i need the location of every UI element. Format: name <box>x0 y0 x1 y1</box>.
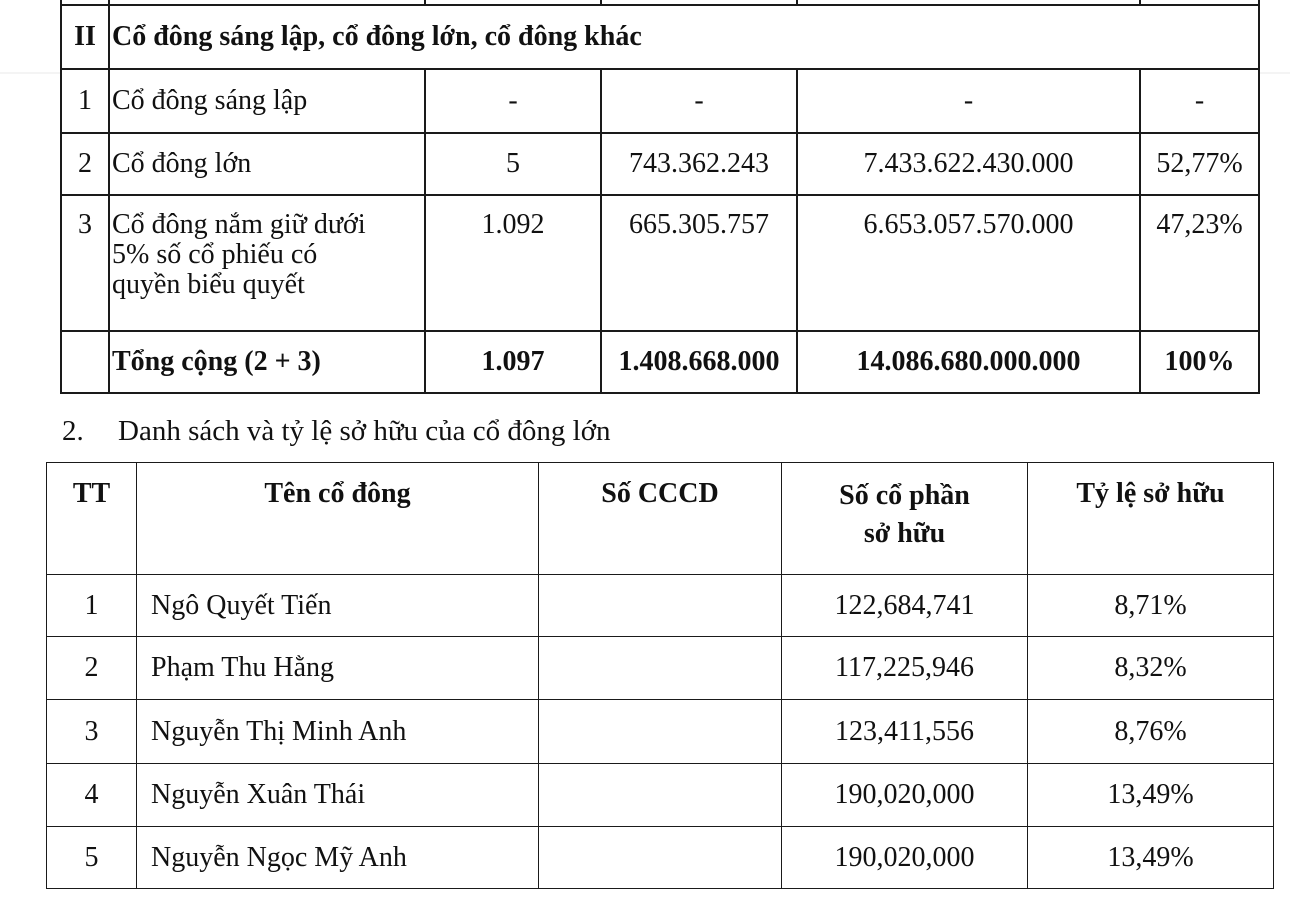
header-id: Số CCCD <box>539 463 782 575</box>
row-tt: 5 <box>47 827 137 889</box>
row-ratio: - <box>1140 69 1259 133</box>
row-holders: 1.092 <box>425 195 601 331</box>
row-ratio: 13,49% <box>1028 764 1274 827</box>
row-name: Ngô Quyết Tiến <box>137 575 539 637</box>
row-shares: 117,225,946 <box>782 637 1028 700</box>
row-id <box>539 575 782 637</box>
row-name-line: Cổ đông nắm giữ dưới <box>112 209 366 240</box>
row-id <box>539 700 782 764</box>
row-name: Phạm Thu Hằng <box>137 637 539 700</box>
row-ratio: 47,23% <box>1140 195 1259 331</box>
row-name-line: quyền biểu quyết <box>112 269 305 300</box>
row-name: Nguyễn Ngọc Mỹ Anh <box>137 827 539 889</box>
total-ratio: 100% <box>1140 331 1259 393</box>
total-number <box>61 331 109 393</box>
table-row <box>61 133 1259 195</box>
header-shares-line: sở hữu <box>863 518 946 549</box>
row-name: Cổ đông lớn <box>109 133 425 195</box>
row-id <box>539 637 782 700</box>
section-row <box>61 5 1259 69</box>
section-title: Danh sách và tỷ lệ sở hữu của cổ đông lớn <box>118 415 611 447</box>
table-row <box>47 575 1274 637</box>
row-holders: 5 <box>425 133 601 195</box>
header-row <box>47 463 1274 575</box>
row-ratio: 13,49% <box>1028 827 1274 889</box>
header-tt: TT <box>47 463 137 575</box>
row-tt: 2 <box>47 637 137 700</box>
section-number: 2. <box>62 415 84 447</box>
row-ratio: 52,77% <box>1140 133 1259 195</box>
table-row <box>61 195 1259 331</box>
row-shares: 122,684,741 <box>782 575 1028 637</box>
scan-artifact-left <box>0 72 60 74</box>
row-shares: 190,020,000 <box>782 764 1028 827</box>
header-shares-line: Số cổ phần <box>839 480 970 511</box>
row-number: 1 <box>61 69 109 133</box>
row-ratio: 8,71% <box>1028 575 1274 637</box>
row-id <box>539 764 782 827</box>
header-ratio: Tỷ lệ sở hữu <box>1028 463 1274 575</box>
row-shares: - <box>601 69 797 133</box>
row-shares: 665.305.757 <box>601 195 797 331</box>
row-shares: 190,020,000 <box>782 827 1028 889</box>
section-roman: II <box>61 5 109 69</box>
row-name: Nguyễn Thị Minh Anh <box>137 700 539 764</box>
row-name-line: 5% số cổ phiếu có <box>112 239 318 270</box>
row-tt: 3 <box>47 700 137 764</box>
row-ratio: 8,32% <box>1028 637 1274 700</box>
total-value: 14.086.680.000.000 <box>797 331 1140 393</box>
row-id <box>539 827 782 889</box>
row-value: 6.653.057.570.000 <box>797 195 1140 331</box>
total-label: Tổng cộng (2 + 3) <box>109 331 425 393</box>
row-value: - <box>797 69 1140 133</box>
header-name: Tên cổ đông <box>137 463 539 575</box>
shareholder-structure-table <box>60 0 1260 394</box>
row-shares: 123,411,556 <box>782 700 1028 764</box>
table-row <box>47 700 1274 764</box>
row-shares: 743.362.243 <box>601 133 797 195</box>
row-name <box>109 195 425 331</box>
row-tt: 4 <box>47 764 137 827</box>
table-row <box>47 764 1274 827</box>
section-heading <box>62 414 611 448</box>
table-row <box>47 637 1274 700</box>
row-name: Cổ đông sáng lập <box>109 69 425 133</box>
row-ratio: 8,76% <box>1028 700 1274 764</box>
total-holders: 1.097 <box>425 331 601 393</box>
row-number: 2 <box>61 133 109 195</box>
total-row <box>61 331 1259 393</box>
table-row <box>61 69 1259 133</box>
major-shareholders-table <box>46 462 1274 889</box>
row-number: 3 <box>61 195 109 331</box>
row-value: 7.433.622.430.000 <box>797 133 1140 195</box>
scan-artifact-right <box>1260 72 1290 74</box>
row-holders: - <box>425 69 601 133</box>
row-name: Nguyễn Xuân Thái <box>137 764 539 827</box>
section-title: Cổ đông sáng lập, cổ đông lớn, cổ đông khác <box>109 5 1259 69</box>
table-row <box>47 827 1274 889</box>
header-shares <box>782 463 1028 575</box>
row-tt: 1 <box>47 575 137 637</box>
total-shares: 1.408.668.000 <box>601 331 797 393</box>
